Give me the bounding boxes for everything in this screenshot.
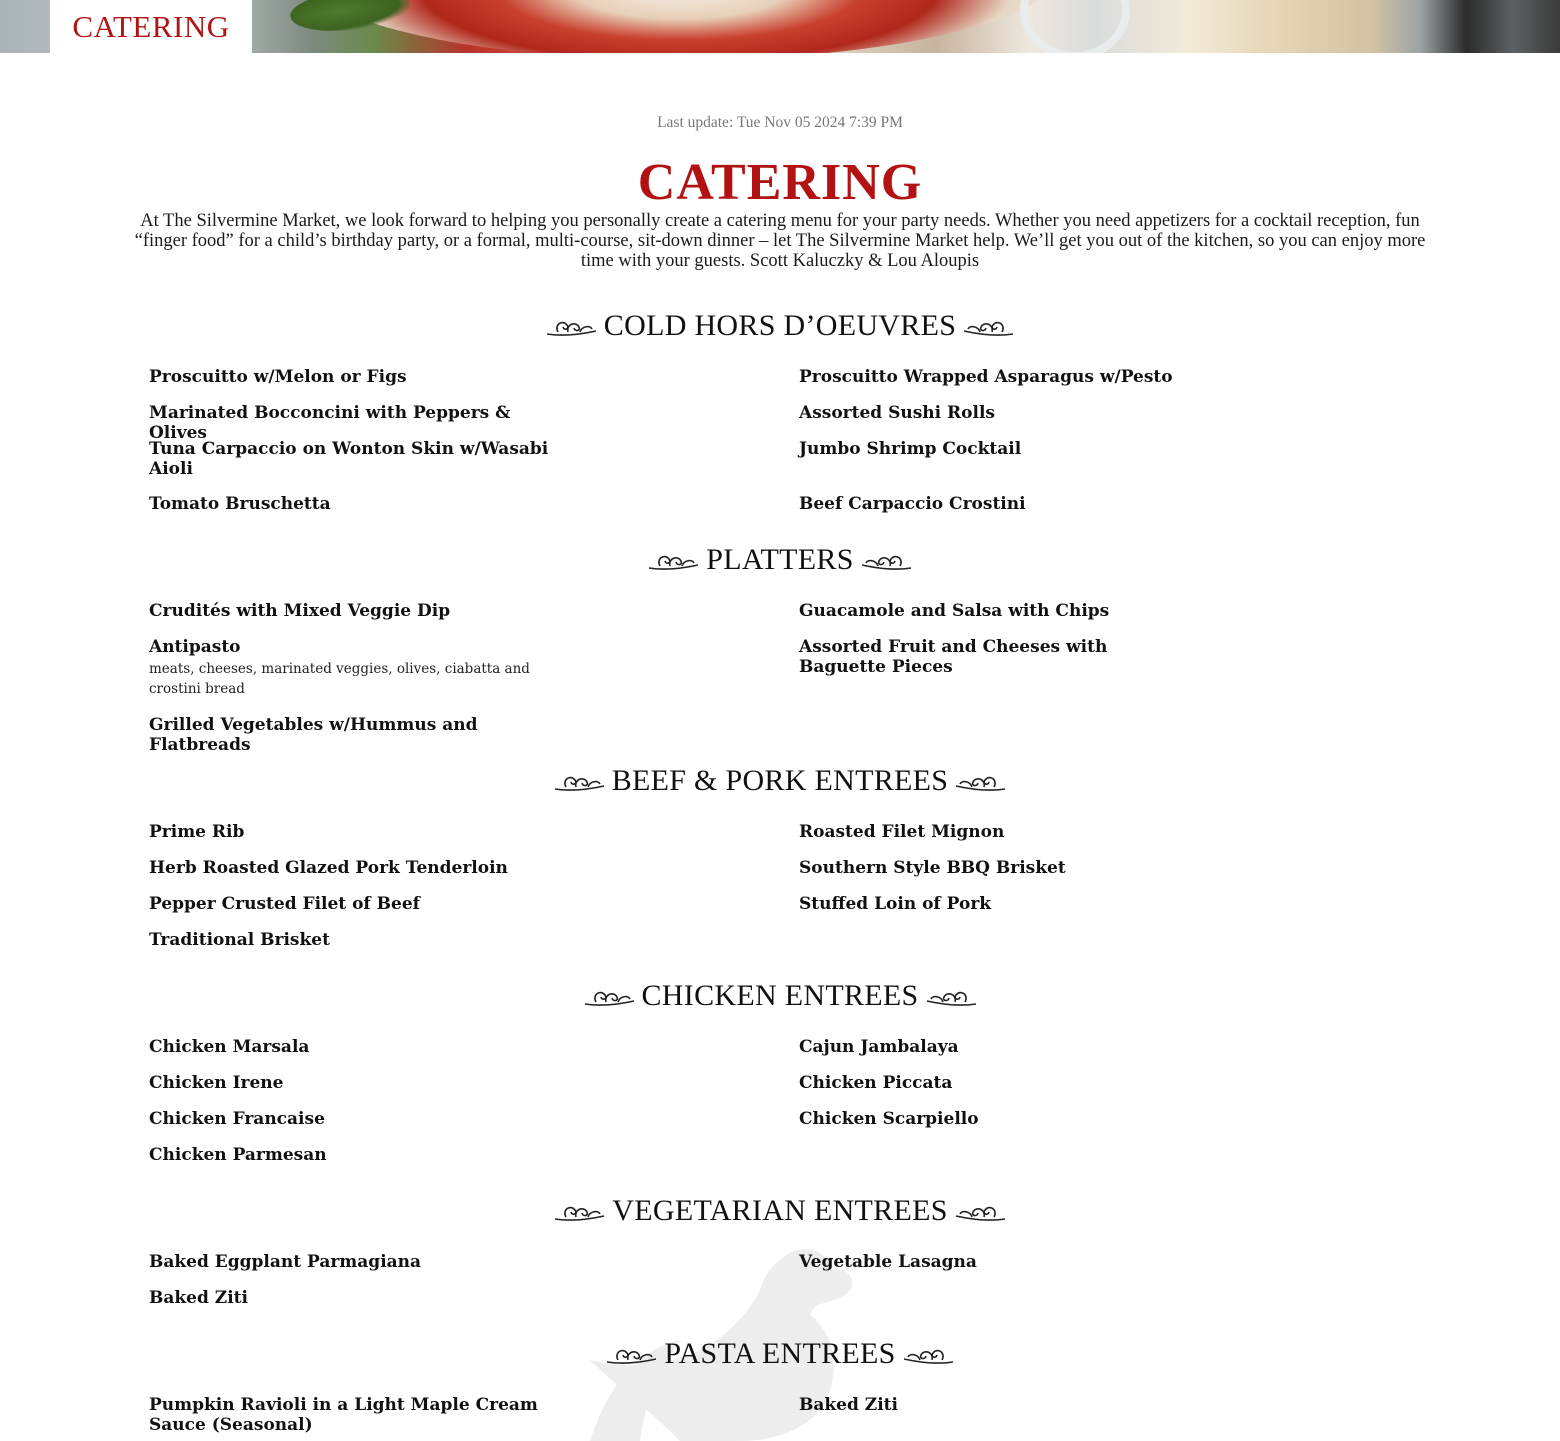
flourish-icon	[606, 1343, 658, 1365]
intro-paragraph: At The Silvermine Market, we look forward to helping you personally create a catering menu for your party needs. Whether you need appetizers for a cocktail reception, fun “finger food” for a child’s birthday party, or a formal, multi-course, sit-down dinner – let The Silvermine Market help. We’ll get you out of the kitchen, so you can enjoy more time with your guests. Scott Kaluczky & Lou Aloupis	[134, 211, 1426, 271]
flourish-icon	[902, 1343, 954, 1365]
flourish-icon	[954, 1200, 1006, 1222]
section-heading-chicken-entrees	[0, 978, 1560, 1014]
menu-item: Grilled Vegetables w/Hummus and Flatbreads	[149, 715, 478, 755]
section-heading-platters	[0, 542, 1560, 578]
section-title: VEGETARIAN ENTREES	[612, 1194, 948, 1227]
flourish-icon	[860, 549, 912, 571]
menu-item: Southern Style BBQ Brisket	[799, 858, 1066, 878]
flourish-icon	[546, 315, 598, 337]
menu-item: Pumpkin Ravioli in a Light Maple Cream Sauce (Seasonal)	[149, 1395, 538, 1435]
page-tab	[50, 0, 252, 53]
menu-item: Pepper Crusted Filet of Beef	[149, 894, 420, 914]
menu-item: Assorted Sushi Rolls	[799, 403, 995, 423]
menu-item: Stuffed Loin of Pork	[799, 894, 992, 914]
menu-item: Chicken Irene	[149, 1073, 284, 1093]
flourish-icon	[962, 315, 1014, 337]
flourish-icon	[554, 1200, 606, 1222]
menu-item: Guacamole and Salsa with Chips	[799, 601, 1110, 621]
section-heading-vegetarian-entrees	[0, 1193, 1560, 1229]
menu-item: Jumbo Shrimp Cocktail	[799, 439, 1022, 459]
menu-item: Chicken Marsala	[149, 1037, 310, 1057]
menu-item: Chicken Francaise	[149, 1109, 325, 1129]
menu-item: Assorted Fruit and Cheeses with Baguette Pieces	[799, 637, 1108, 677]
menu-item: Marinated Bocconcini with Peppers & Olives	[149, 403, 511, 443]
menu-item: Crudités with Mixed Veggie Dip	[149, 601, 451, 621]
section-title: PLATTERS	[706, 543, 854, 576]
menu-item: Beef Carpaccio Crostini	[799, 494, 1026, 514]
page-tab-label: CATERING	[72, 8, 230, 44]
hero-photo-basil	[288, 0, 412, 38]
section-title: PASTA ENTREES	[664, 1337, 896, 1370]
menu-item: Proscuitto w/Melon or Figs	[149, 367, 407, 387]
menu-item: Cajun Jambalaya	[799, 1037, 959, 1057]
section-heading-cold-hors-doeuvres	[0, 308, 1560, 344]
menu-item: Tuna Carpaccio on Wonton Skin w/Wasabi Aioli	[149, 439, 549, 479]
menu-item: Antipasto	[149, 637, 241, 657]
menu-item: Traditional Brisket	[149, 930, 330, 950]
hero-banner	[0, 0, 1560, 53]
menu-item-description: meats, cheeses, marinated veggies, olives, ciabatta and crostini bread	[149, 661, 530, 697]
flourish-icon	[554, 770, 606, 792]
section-title: BEEF & PORK ENTREES	[611, 764, 949, 797]
flourish-icon	[954, 770, 1006, 792]
menu-item: Chicken Scarpiello	[799, 1109, 979, 1129]
menu-item: Chicken Piccata	[799, 1073, 953, 1093]
flourish-icon	[925, 985, 977, 1007]
menu-item: Baked Ziti	[799, 1395, 898, 1415]
menu-item: Prime Rib	[149, 822, 245, 842]
menu-item: Roasted Filet Mignon	[799, 822, 1005, 842]
menu-item: Baked Eggplant Parmagiana	[149, 1252, 422, 1272]
section-title: COLD HORS D’OEUVRES	[603, 309, 957, 342]
hero-photo-pizza	[300, 0, 1060, 53]
menu-item: Proscuitto Wrapped Asparagus w/Pesto	[799, 367, 1173, 387]
flourish-icon	[584, 985, 636, 1007]
section-title: CHICKEN ENTREES	[641, 979, 919, 1012]
menu-item: Vegetable Lasagna	[799, 1252, 977, 1272]
section-heading-pasta-entrees	[0, 1336, 1560, 1372]
hero-photo-plate	[1020, 0, 1130, 53]
page-title: CATERING	[637, 154, 923, 211]
menu-item: Chicken Parmesan	[149, 1145, 327, 1165]
menu-item: Baked Ziti	[149, 1288, 248, 1308]
flourish-icon	[648, 549, 700, 571]
menu-item: Herb Roasted Glazed Pork Tenderloin	[149, 858, 508, 878]
section-heading-beef-pork-entrees	[0, 763, 1560, 799]
last-update: Last update: Tue Nov 05 2024 7:39 PM	[657, 114, 903, 131]
menu-item: Tomato Bruschetta	[149, 494, 331, 514]
